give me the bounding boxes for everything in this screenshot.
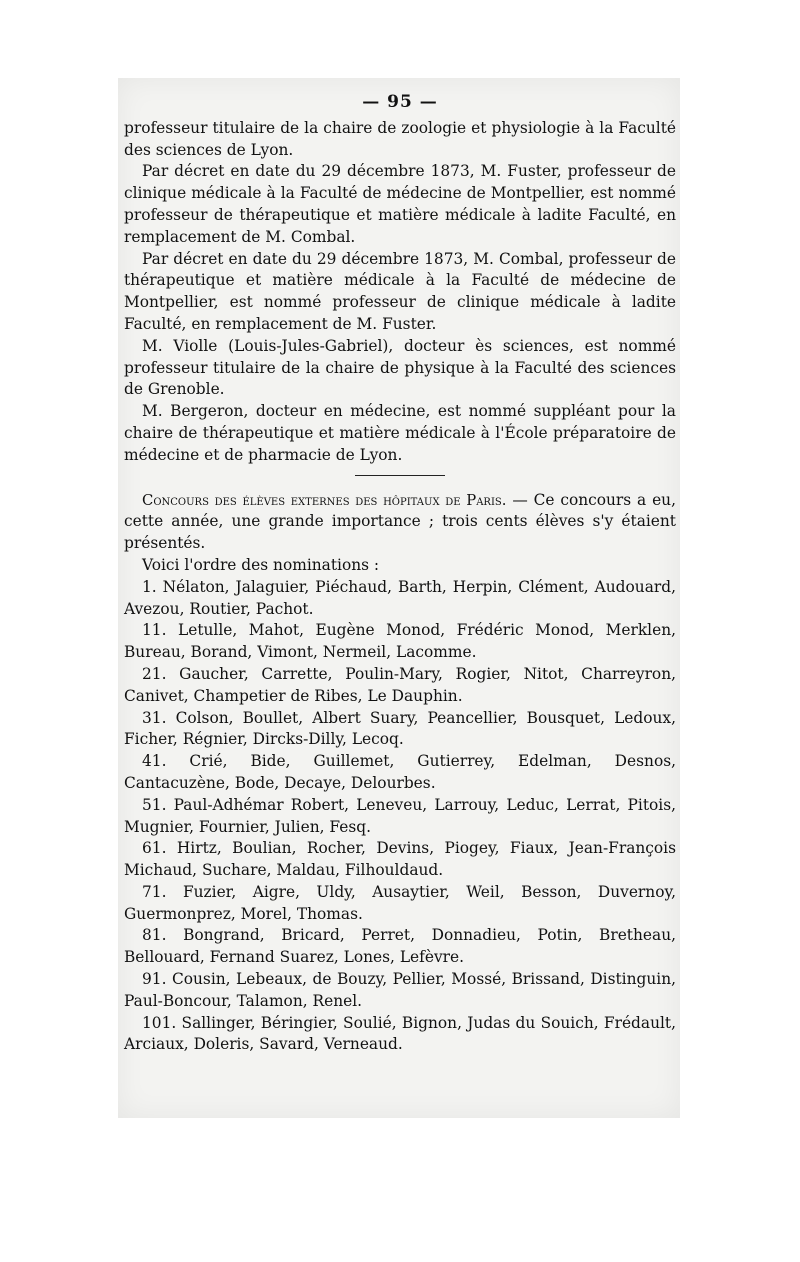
concours-paragraph xyxy=(124,490,676,555)
concours-heading: Concours des élèves externes des hôpitaux de Paris. xyxy=(142,491,507,509)
nomination-entry-101: 101. Sallinger, Béringier, Soulié, Bignon, Judas du Souich, Frédault, Arciaux, Doleris, Savard, Verneaud. xyxy=(124,1013,676,1054)
nomination-entry-31: 31. Colson, Boullet, Albert Suary, Peancellier, Bousquet, Ledoux, Ficher, Régnier, Dircks-Dilly, Lecoq. xyxy=(124,708,676,749)
nomination-entry-81: 81. Bongrand, Bricard, Perret, Donnadieu, Potin, Bretheau, Bellouard, Fernand Suarez, Lones, Lefèvre. xyxy=(124,926,676,967)
paragraph-3: Par décret en date du 29 décembre 1873, M. Combal, professeur de thérapeutique et matière médicale à la Faculté de médecine de Montpellier, est nommé professeur de clinique médicale à ladite Faculté, en remplacement de M. Fuster. xyxy=(124,249,676,333)
page-number: — 95 — xyxy=(362,92,438,112)
nomination-entry-41: 41. Crié, Bide, Guillemet, Gutierrey, Edelman, Desnos, Cantacuzène, Bode, Decaye, Delourbes. xyxy=(124,752,676,792)
paragraph-1: professeur titulaire de la chaire de zoologie et physiologie à la Faculté des sciences de Lyon. xyxy=(124,118,676,159)
section-divider xyxy=(355,475,445,476)
nomination-entry-21: 21. Gaucher, Carrette, Poulin-Mary, Rogier, Nitot, Charreyron, Canivet, Champetier de Ribes, Le Dauphin. xyxy=(124,664,676,705)
nomination-entry-71: 71. Fuzier, Aigre, Uldy, Ausaytier, Weil, Besson, Duvernoy, Guermonprez, Morel, Thomas. xyxy=(124,882,676,923)
nomination-entry-11: 11. Letulle, Mahot, Eugène Monod, Frédéric Monod, Merklen, Bureau, Borand, Vimont, Nermeil, Lacomme. xyxy=(124,621,676,662)
nomination-entry-91: 91. Cousin, Lebeaux, de Bouzy, Pellier, Mossé, Brissand, Distinguin, Paul-Boncour, Talamon, Renel. xyxy=(124,970,676,1010)
nomination-entry-61: 61. Hirtz, Boulian, Rocher, Devins, Piogey, Fiaux, Jean-François Michaud, Suchare, Maldau, Filhouldaud. xyxy=(124,839,676,880)
paragraph-4: M. Violle (Louis-Jules-Gabriel), docteur ès sciences, est nommé professeur titulaire de la chaire de physique à la Faculté des sciences de Grenoble. xyxy=(124,336,676,399)
nominations-intro: Voici l'ordre des nominations : xyxy=(142,555,380,574)
page-text xyxy=(124,92,676,1056)
paragraph-2: Par décret en date du 29 décembre 1873, M. Fuster, professeur de clinique médicale à la Faculté de médecine de Montpellier, est nommé professeur de thérapeutique et matière médicale à ladite Faculté, en remplacement de M. Combal. xyxy=(124,162,676,246)
concours-intro: — Ce concours a eu, cette année, une grande importance ; trois cents élèves s'y étaient présentés. xyxy=(124,490,676,553)
paragraph-5: M. Bergeron, docteur en médecine, est nommé suppléant pour la chaire de thérapeutique et matière médicale à l'École préparatoire de médecine et de pharmacie de Lyon. xyxy=(124,402,676,464)
nomination-entry-1: 1. Nélaton, Jalaguier, Piéchaud, Barth, Herpin, Clément, Audouard, Avezou, Routier, Pachot. xyxy=(124,577,676,618)
nomination-entry-51: 51. Paul-Adhémar Robert, Leneveu, Larrouy, Leduc, Lerrat, Pitois, Mugnier, Fournier, Julien, Fesq. xyxy=(124,795,676,836)
